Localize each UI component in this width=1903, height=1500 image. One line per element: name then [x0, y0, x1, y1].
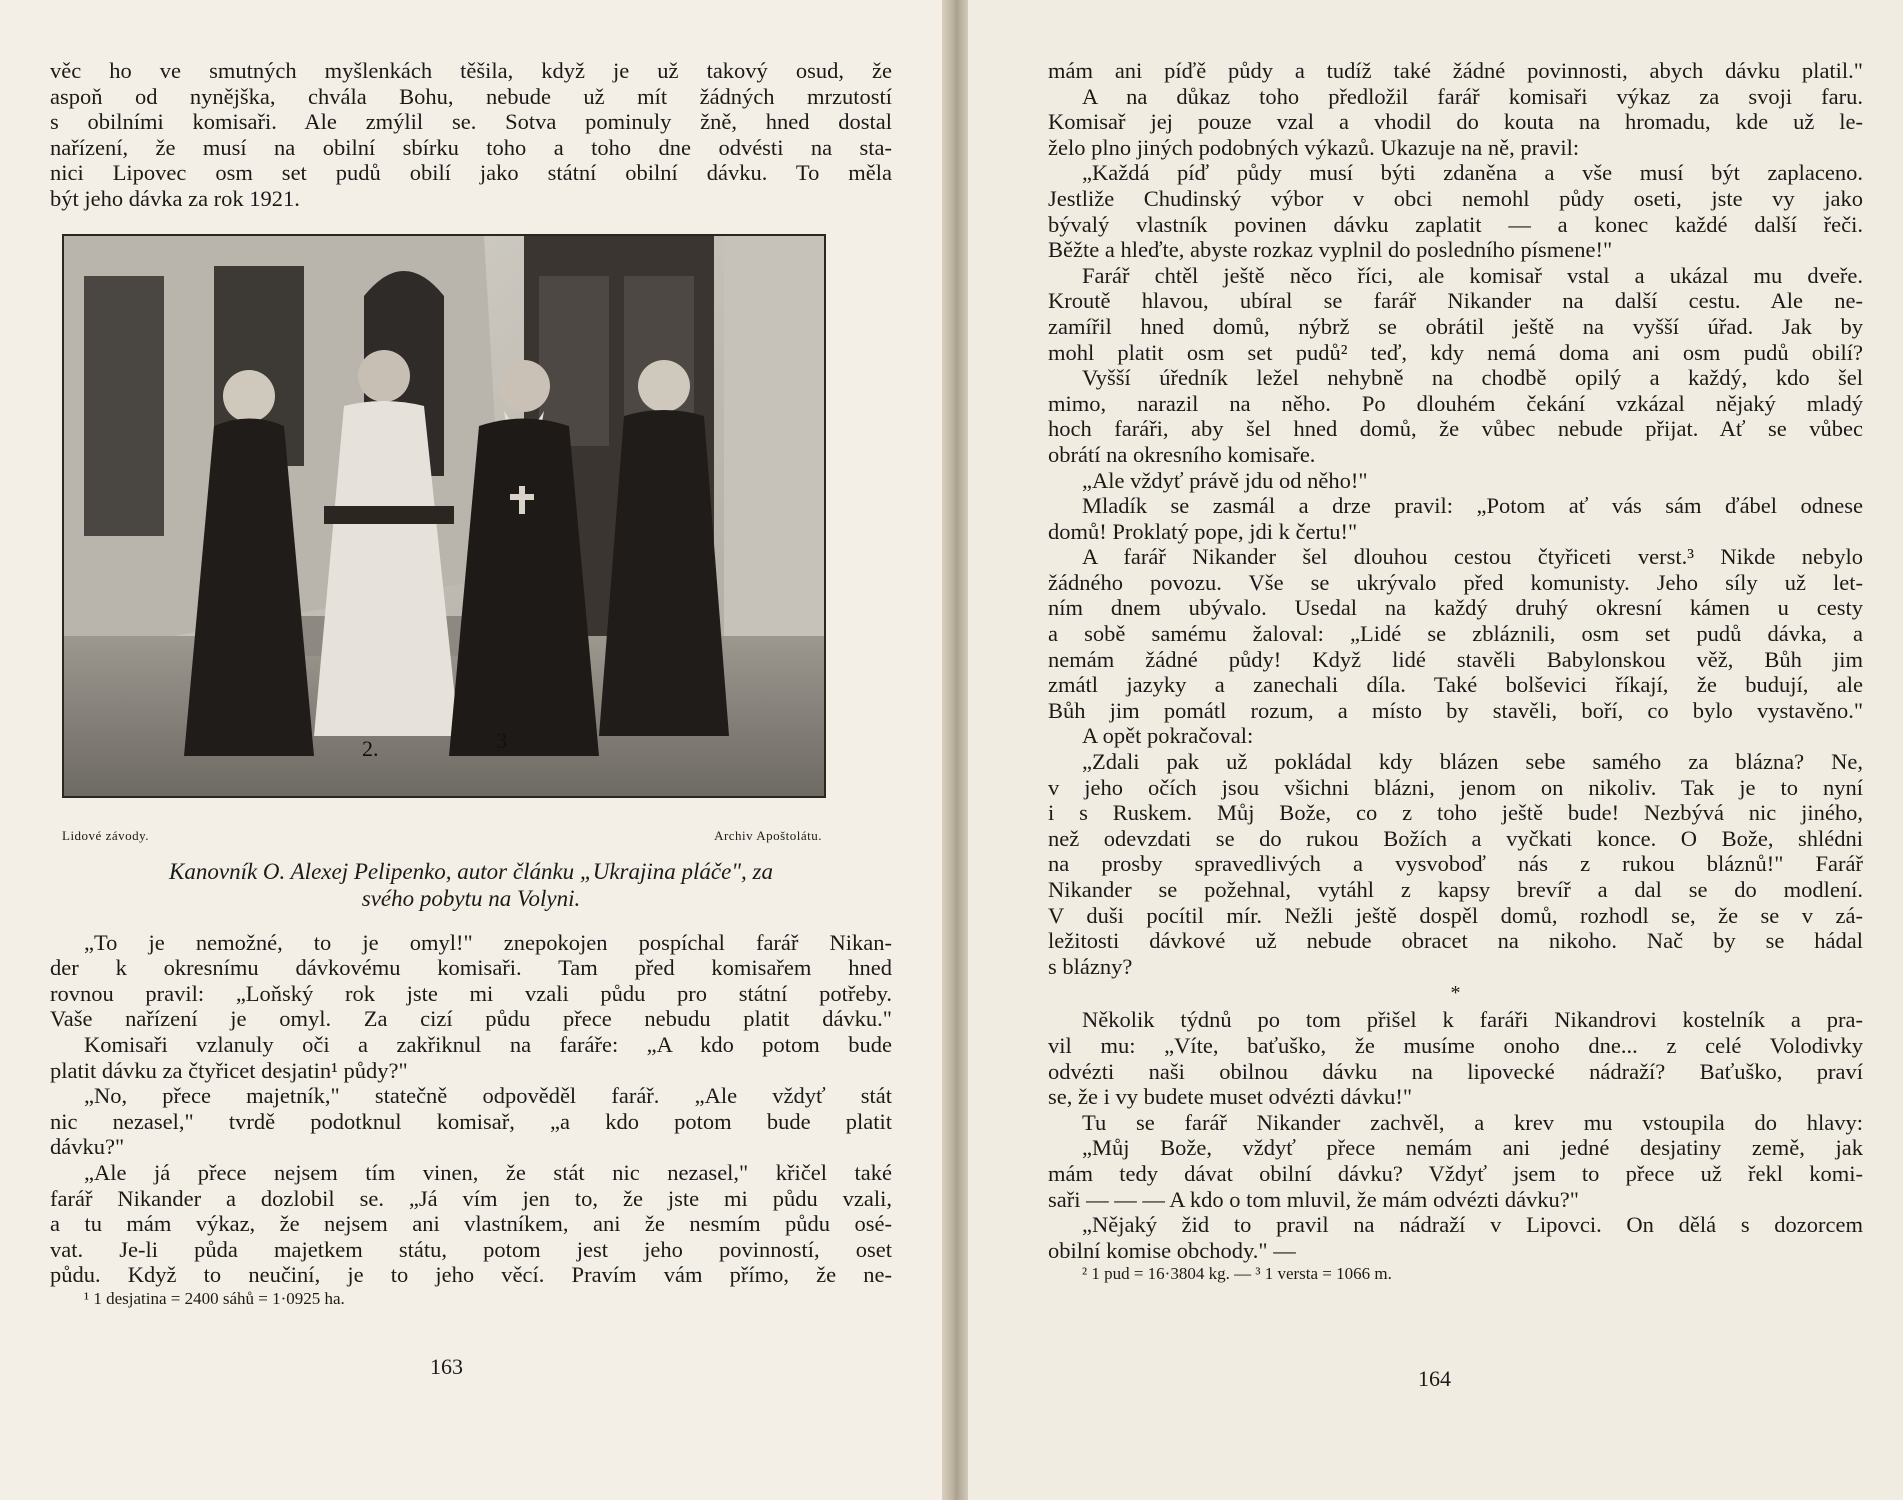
- text-line: půdu. Když to neučiní, je to jeho věcí. Pravím vám přímo, že ne-: [50, 1262, 892, 1288]
- caption-line: Kanovník O. Alexej Pelipenko, autor článku „Ukrajina pláče", za: [169, 858, 773, 884]
- group-photograph: [62, 234, 826, 798]
- left-text-top: [50, 58, 892, 212]
- text-line: nici Lipovec osm set pudů obilí jako státní obilní dávku. To měla: [50, 160, 892, 186]
- text-line: vil mu: „Víte, baťuško, že musíme onoho dne... z celé Volodivky: [1048, 1032, 1863, 1058]
- text-line: zamířil hned domů, nýbrž se obrátil ještě na vyšší úřad. Jak by: [1048, 313, 1863, 339]
- footnote: ² 1 pud = 16·3804 kg. — ³ 1 versta = 1066 m.: [1082, 1264, 1392, 1284]
- text-line: nemám žádné půdy! Když lidé stavěli Babylonskou věž, Bůh jim: [1048, 646, 1863, 672]
- text-line: Vaše nařízení je omyl. Za cizí půdu přece nebudu platit dávku.": [50, 1006, 892, 1032]
- text-line: aspoň od nynějška, chvála Bohu, nebude už mít žádných mrzutostí: [50, 83, 892, 109]
- text-line: mám tedy dávat obilní dávku? Vždyť jsem to přece už řekl komi-: [1048, 1160, 1863, 1186]
- text-line: Běžte a hleďte, abyste rozkaz vyplnil do posledního písmene!": [1048, 237, 1613, 263]
- credit-right: Archiv Apoštolátu.: [714, 827, 822, 843]
- text-line: domů! Proklatý pope, jdi k čertu!": [1048, 518, 1358, 544]
- text-line: obilní komise obchody." —: [1048, 1237, 1296, 1263]
- text-line: v jeho očích jsou všichni blázni, jenom on nikoliv. Tak je to nyní: [1048, 774, 1863, 800]
- text-line: Bůh jim pomátl rozum, a místo by stavěli, boří, co bylo vystavěno.": [1048, 697, 1863, 723]
- caption-line: svého pobytu na Volyni.: [361, 885, 581, 911]
- text-line: dávku?": [50, 1134, 125, 1160]
- text-line: s blázny?: [1048, 953, 1133, 979]
- page-number: 164: [1418, 1366, 1451, 1391]
- text-line: zmátl jazyky a zanechali díla. Také bolševici říkají, že budují, ale: [1048, 672, 1863, 698]
- text-line: ním dnem ubývalo. Usedal na každý druhý okresní kámen u cesty: [1048, 595, 1863, 621]
- text-line: saři — — — A kdo o tom mluvil, že mám odvézti dávku?": [1048, 1186, 1579, 1212]
- text-line: ležitosti dávkové už nebude obracet na nikoho. Nač by se hádal: [1048, 928, 1863, 954]
- text-line: „No, přece majetník," statečně odpověděl farář. „Ale vždyť stát: [84, 1083, 892, 1109]
- text-line: hoch faráři, aby šel hned domů, že vůbec nebude přijat. Ať se vůbec: [1048, 416, 1863, 442]
- text-line: i s Ruskem. Můj Bože, co z toho ještě bude! Nezbývá nic jiného,: [1048, 800, 1863, 826]
- book-gutter: [942, 0, 968, 1500]
- text-line: být jeho dávka za rok 1921.: [50, 185, 300, 211]
- photograph-illustration: [64, 236, 824, 796]
- footnote: ¹ 1 desjatina = 2400 sáhů = 1·0925 ha.: [84, 1288, 345, 1308]
- text-line: der k okresnímu dávkovému komisaři. Tam před komisařem hned: [50, 955, 892, 981]
- text-line: Jestliže Chudinský výbor v obci nemohl půdy oseti, jste vy jako: [1048, 185, 1863, 211]
- text-line: mimo, narazil na něho. Po dlouhém čekání vzkázal nějaký mladý: [1048, 390, 1863, 416]
- text-line: Kroutě hlavou, ubíral se farář Nikander na další cestu. Ale ne-: [1048, 288, 1863, 314]
- text-line: platit dávku za čtyřicet desjatin¹ půdy?": [50, 1057, 408, 1083]
- text-line: V duši pocítil mír. Nežli ještě dospěl domů, rozhodl se, že se v zá-: [1048, 902, 1863, 928]
- right-text-a: [1048, 58, 1863, 979]
- page-number: 163: [430, 1354, 463, 1379]
- text-line: s obilními komisaři. Ale zmýlil se. Sotva pominuly žně, hned dostal: [50, 109, 892, 135]
- credit-left: Lidové závody.: [62, 827, 150, 843]
- text-line: vat. Je-li půda majetkem státu, potom jest jeho povinností, oset: [50, 1236, 892, 1262]
- text-line: věc ho ve smutných myšlenkách těšila, když je už takový osud, že: [50, 58, 892, 83]
- text-line: nic nezasel," tvrdě podotknul komisař, „a kdo potom bude platit: [50, 1108, 892, 1134]
- text-line: „Ale já přece nejsem tím vinen, že stát nic nezasel," křičel také: [84, 1159, 892, 1185]
- text-line: Farář chtěl ještě něco říci, ale komisař vstal a ukázal mu dveře.: [1082, 262, 1863, 288]
- right-page: [968, 0, 1903, 1500]
- text-line: nařízení, že musí na obilní sbírku toho a toho dne odvésti na sta-: [50, 134, 892, 160]
- text-line: žádného povozu. Vše se ukrývalo před komunisty. Jeho síly už let-: [1048, 569, 1863, 595]
- text-line: a tu mám výkaz, že nejsem ani vlastníkem, ani že nesmím půdu osé-: [50, 1211, 892, 1237]
- text-line: „Ale vždyť právě jdu od něho!": [1082, 467, 1368, 493]
- text-line: Několik týdnů po tom přišel k faráři Nikandrovi kostelník a pra-: [1082, 1007, 1863, 1033]
- text-line: „Můj Bože, vždyť přece nemám ani jedné desjatiny země, jak: [1082, 1135, 1863, 1161]
- text-line: obrátí na okresního komisaře.: [1048, 441, 1316, 467]
- text-line: mám ani píďě půdy a tudíž také žádné povinnosti, abych dávku platil.": [1048, 58, 1863, 83]
- text-line: farář Nikander a dozlobil se. „Já vím jen to, že jste mi půdu vzali,: [50, 1185, 892, 1211]
- text-line: rovnou pravil: „Loňský rok jste mi vzali půdu pro státní potřeby.: [50, 980, 892, 1006]
- text-line: bývalý vlastník povinen dávku zaplatit — a konec každé další řeči.: [1048, 211, 1863, 237]
- text-line: mohl platit osm set pudů² teď, kdy nemá doma ani osm pudů obilí?: [1048, 339, 1863, 365]
- text-line: „Nějaký žid to pravil na nádraží v Lipovci. On dělá s dozorcem: [1082, 1212, 1863, 1238]
- text-line: Vyšší úředník ležel nehybně na chodbě opilý a každý, kdo šel: [1082, 365, 1863, 391]
- text-line: se, že i vy budete muset odvézti dávku!": [1048, 1084, 1413, 1110]
- text-line: „To je nemožné, to je omyl!" znepokojen pospíchal farář Nikan-: [84, 929, 892, 955]
- text-line: Nikander se požehnal, vytáhl z kapsy brevíř a dal se do modlení.: [1048, 877, 1863, 902]
- text-line: a sobě samému žaloval: „Lidé se zbláznili, osm set pudů dávka, a: [1048, 621, 1863, 647]
- right-text-b: [1048, 1007, 1863, 1263]
- text-line: Mladík se zasmál a drze pravil: „Potom ať vás sám ďábel odnese: [1082, 493, 1863, 519]
- text-line: Komisaři vzlanuly oči a zakřiknul na faráře: „A kdo potom bude: [84, 1031, 892, 1057]
- text-line: A farář Nikander šel dlouhou cestou čtyřiceti verst.³ Nikde nebylo: [1082, 544, 1863, 570]
- photo-label: 3: [496, 727, 507, 753]
- text-line: na prosby spravedlivých a vysvoboď nás z rukou bláznů!" Farář: [1048, 851, 1863, 877]
- text-line: Tu se farář Nikander zachvěl, a krev mu vstoupila do hlavy:: [1082, 1109, 1863, 1135]
- left-page: [0, 0, 942, 1500]
- text-line: „Zdali pak už pokládal kdy blázen sebe samého za blázna? Ne,: [1082, 749, 1863, 775]
- photo-label: 2.: [362, 735, 379, 761]
- text-line: „Každá píď půdy musí býti zdaněna a vše musí být zaplaceno.: [1082, 160, 1863, 186]
- text-line: než odevzdati se do rukou Božích a vyčkati konce. O Bože, shlédni: [1048, 825, 1863, 851]
- photo-credits: [62, 828, 822, 844]
- text-line: A opět pokračoval:: [1082, 723, 1254, 749]
- left-text-bottom: [50, 930, 892, 1288]
- text-line: A na důkaz toho předložil farář komisaři výkaz za svoji faru.: [1082, 83, 1863, 109]
- photo-caption: [50, 858, 892, 912]
- text-line: želo plno jiných podobných výkazů. Ukazuje na ně, pravil:: [1048, 134, 1580, 160]
- text-line: odvézti naši obilnou dávku na lipovecké nádraží? Baťuško, praví: [1048, 1058, 1863, 1084]
- section-separator: *: [1450, 982, 1461, 1005]
- text-line: Komisař jej pouze vzal a vhodil do kouta na hromadu, kde už le-: [1048, 109, 1863, 135]
